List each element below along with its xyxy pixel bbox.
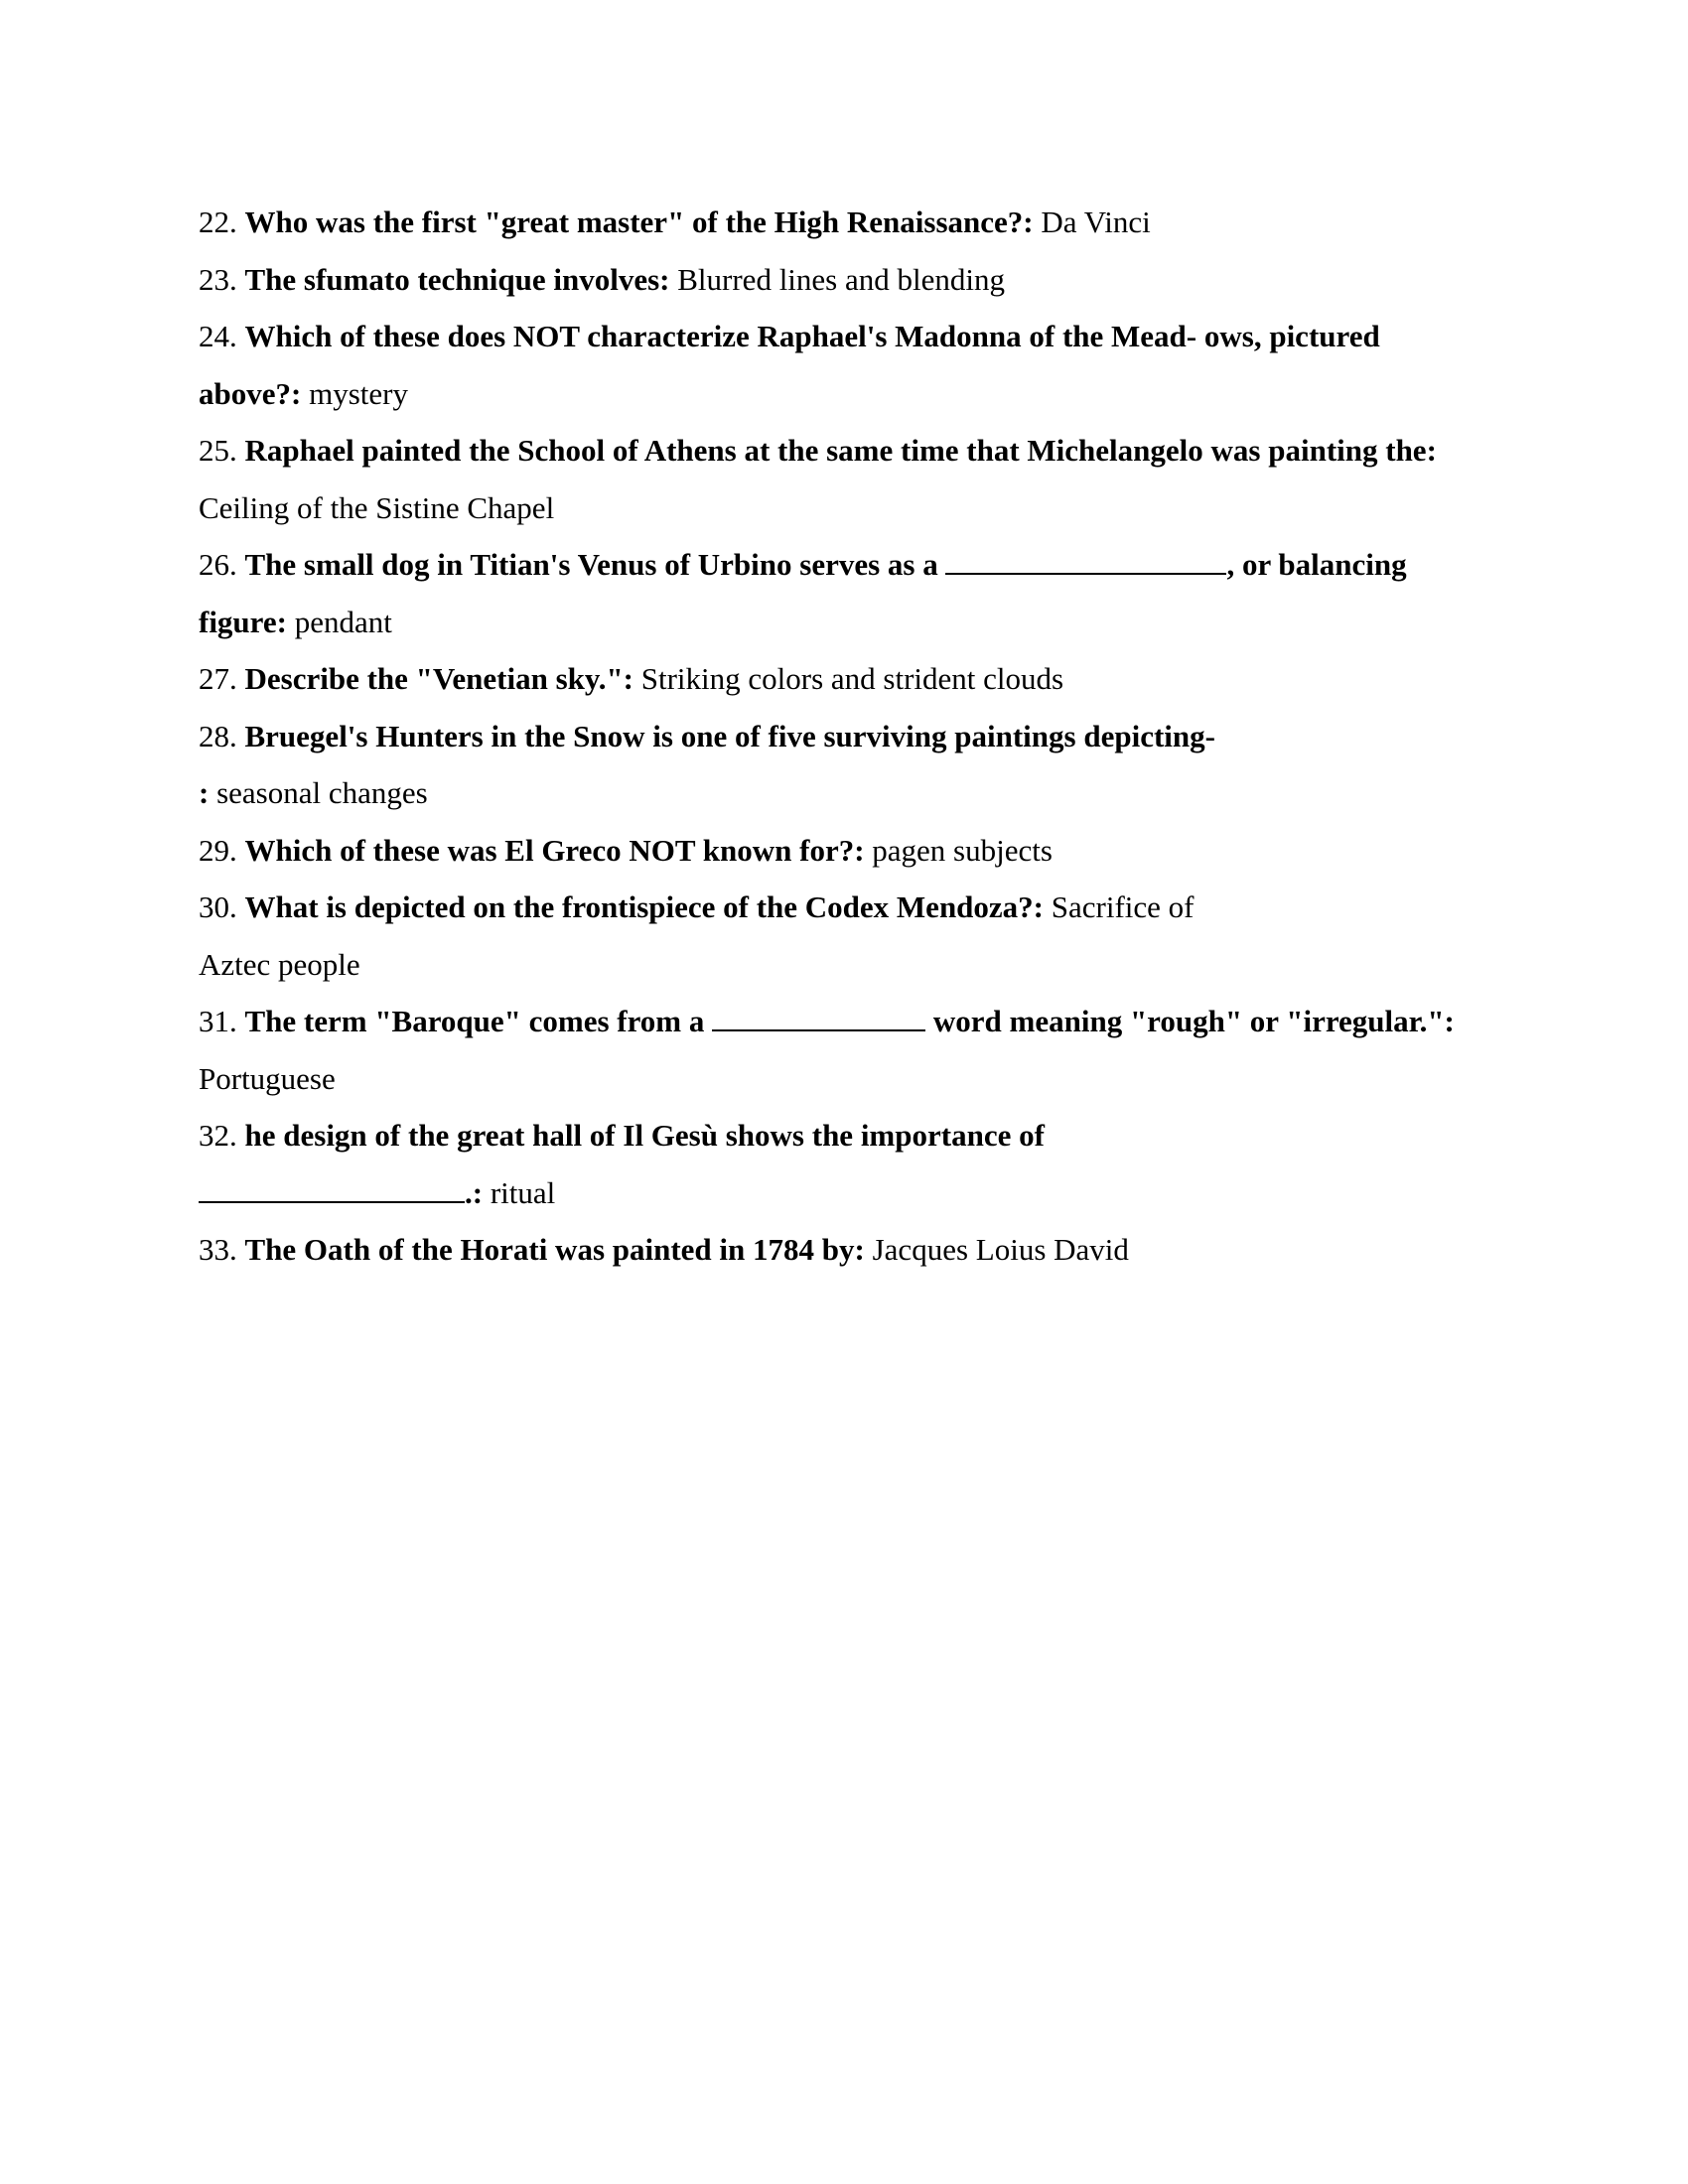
- question-text: What is depicted on the frontispiece of the Codex Mendoza?:: [244, 889, 1045, 924]
- question-text-continued: , or balancing figure:: [199, 547, 1407, 639]
- answer-text: Jacques Loius David: [872, 1232, 1129, 1267]
- answer-text: Ceiling of the Sistine Chapel: [199, 489, 555, 525]
- question-item-25: [199, 422, 1489, 536]
- answer-text: pagen subjects: [872, 832, 1053, 868]
- question-item-26: [199, 536, 1489, 650]
- answer-text: ritual: [490, 1174, 556, 1210]
- question-item-28: [199, 708, 1489, 822]
- question-text: The term "Baroque" comes from a: [244, 1004, 705, 1038]
- answer-text: seasonal changes: [216, 775, 428, 810]
- question-text: he design of the great hall of Il Gesù shows the importance of: [244, 1118, 1045, 1153]
- question-number: 28.: [199, 718, 237, 753]
- question-text: The Oath of the Horati was painted in 1784 by:: [244, 1232, 865, 1267]
- question-number: 23.: [199, 261, 237, 297]
- question-number: 26.: [199, 547, 237, 582]
- question-text: Who was the first "great master" of the High Renaissance?:: [244, 205, 1034, 239]
- question-text: Bruegel's Hunters in the Snow is one of five surviving paintings depicting-: [244, 718, 1215, 753]
- answer-blank: [945, 551, 1226, 575]
- answer-text: mystery: [309, 375, 408, 411]
- answer-text: Sacrifice of: [1051, 889, 1195, 924]
- question-text: Which of these does NOT characterize Raphael's Madonna of the Mead- ows, pictured above?:: [199, 319, 1380, 411]
- question-text: Describe the "Venetian sky.":: [244, 661, 633, 696]
- question-item-24: [199, 308, 1489, 422]
- question-number: 32.: [199, 1118, 237, 1153]
- question-text-continued: word meaning "rough" or "irregular.":: [932, 1004, 1455, 1038]
- answer-text: Striking colors and strident clouds: [640, 661, 1064, 696]
- answer-text: Portuguese: [199, 1060, 336, 1096]
- answer-text-continued: Aztec people: [199, 946, 360, 982]
- question-text: Raphael painted the School of Athens at the same time that Michelangelo was painting the:: [244, 433, 1437, 468]
- question-number: 25.: [199, 433, 237, 468]
- question-item-29: [199, 822, 1489, 880]
- question-item-32: [199, 1107, 1489, 1221]
- question-number: 27.: [199, 661, 237, 696]
- question-number: 22.: [199, 205, 237, 239]
- answer-text: Da Vinci: [1041, 205, 1151, 239]
- question-item-27: [199, 650, 1489, 708]
- question-item-33: [199, 1221, 1489, 1279]
- question-list: [199, 194, 1489, 1279]
- question-item-30: [199, 879, 1489, 993]
- answer-blank: [712, 1008, 925, 1031]
- question-text-continued: :: [199, 775, 210, 810]
- question-item-23: [199, 251, 1489, 309]
- question-text: The small dog in Titian's Venus of Urbino serves as a: [244, 547, 938, 582]
- question-item-31: [199, 993, 1489, 1107]
- answer-text: pendant: [294, 604, 392, 639]
- question-text-continued: .:: [465, 1174, 484, 1210]
- question-number: 29.: [199, 832, 237, 868]
- answer-blank: [199, 1179, 465, 1203]
- question-text: Which of these was El Greco NOT known for?:: [244, 832, 865, 868]
- question-number: 24.: [199, 319, 237, 353]
- question-text: The sfumato technique involves:: [244, 261, 670, 297]
- question-number: 31.: [199, 1004, 237, 1038]
- question-number: 30.: [199, 889, 237, 924]
- question-number: 33.: [199, 1232, 237, 1267]
- question-item-22: [199, 194, 1489, 251]
- answer-text: Blurred lines and blending: [677, 261, 1005, 297]
